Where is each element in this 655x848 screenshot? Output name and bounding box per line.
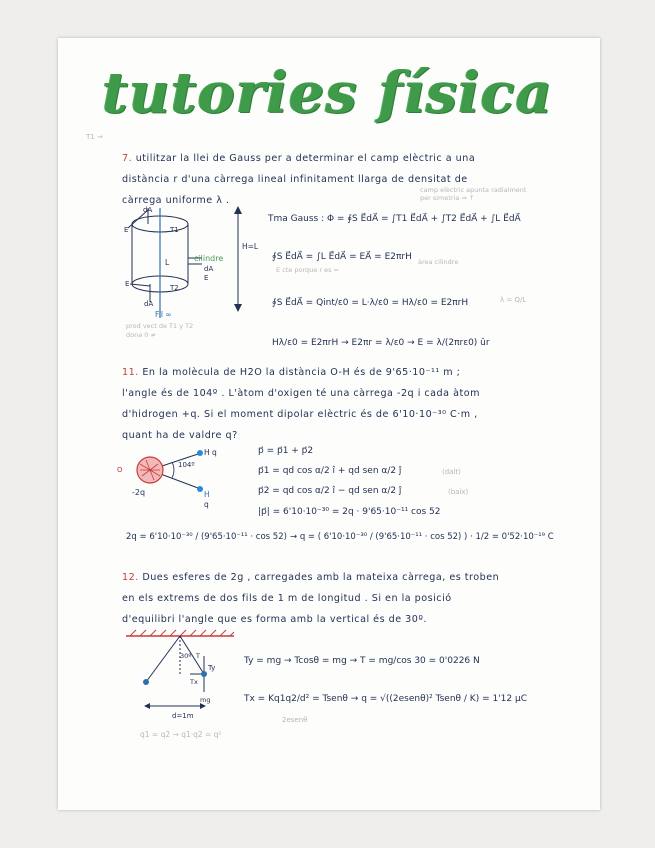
p7-eq-area-note: àrea cilindre — [418, 258, 459, 266]
fig-dA-top: dA — [143, 206, 153, 214]
p11-eq-q-right: → q = ( 6'10·10⁻³⁰ / (9'65·10⁻¹¹ · cos 52) ) · 1/2 = 0'52·10⁻¹⁹ C — [290, 532, 554, 542]
p12-eq-sub: 2esenθ — [282, 716, 308, 724]
fig-Tx: Tx — [190, 678, 198, 686]
fig-E-bottom: E — [125, 280, 130, 288]
p7-eq-result: Hλ/ε0 = E2πrH → E2πr = λ/ε0 → E = λ/(2πrε0) ûr — [272, 338, 490, 348]
p12-eq-tension: Ty = mg → Tcosθ = mg → T = mg/cos 30 = 0'0226 N — [244, 656, 480, 666]
fig-T2: T2 — [170, 284, 179, 292]
p7-lambda-def: λ = Q/L — [500, 296, 527, 304]
fig-fil: Fil ∞ — [155, 310, 172, 319]
p7-eq-charge: ∮S E⃗dA⃗ = Qint/ε0 = L·λ/ε0 = Hλ/ε0 = E2πrH — [272, 298, 469, 308]
p7-side-note: camp elèctric apunta radialment per simetria ⇒ ↑ — [420, 186, 527, 202]
corner-note: T1 → — [86, 133, 103, 141]
fig-E-side: E — [204, 274, 209, 282]
fig-distance: d=1m — [172, 712, 194, 720]
cylinder-figure — [120, 206, 270, 336]
fig-minus-2q: -2q — [132, 488, 146, 497]
p11-eq-sum: p⃗ = p⃗1 + p⃗2 — [258, 446, 314, 456]
p7-line-3: càrrega uniforme λ . — [122, 195, 230, 206]
p11-line-2: l'angle és de 104º . L'àtom d'oxigen té una càrrega -2q i cada àtom — [122, 388, 480, 399]
p11-line-1: 11. En la molècula de H2O la distància O-H és de 9'65·10⁻¹¹ m ; — [122, 367, 461, 378]
fig-q-bottom: q — [204, 500, 209, 509]
fig-T1: T1 — [170, 226, 179, 234]
p12-number: 12. — [122, 572, 139, 583]
p11-eq-modulus: |p⃗| = 6'10·10⁻³⁰ = 2q · 9'65·10⁻¹¹ cos 52 — [258, 507, 441, 517]
p11-eq-p2-note: (baix) — [448, 488, 469, 496]
fig-Ty: Ty — [208, 664, 216, 672]
p12-line-1: 12. Dues esferes de 2g , carregades amb la mateixa càrrega, es troben — [122, 572, 500, 583]
page-title: tutories física — [102, 60, 553, 126]
fig-dA-side: dA — [204, 265, 214, 273]
fig-O-label: O — [117, 466, 123, 474]
p7-eq-surface: ∮S E⃗dA⃗ = ∫L E⃗dA⃗ = EA⃗ = E2πrH — [272, 252, 412, 262]
p7-line-2: distància r d'una càrrega lineal infinitament llarga de densitat de — [122, 174, 468, 185]
p11-eq-p1-note: (dalt) — [442, 468, 461, 476]
p7-eq-gauss: Tma Gauss : Φ = ∮S E⃗dA⃗ = ∫T1 E⃗dA⃗ + ∫T2 E⃗dA⃗ + ∫L E⃗dA⃗ — [268, 214, 521, 224]
fig-dA-bottom: dA — [144, 300, 154, 308]
p7-fig-note: prod vect de T1 y T2 dona 0 ≠ — [126, 322, 194, 339]
p12-eq-charge: Tx = Kq1q2/d² = Tsenθ → q = √((2esenθ)² Tsenθ / K) = 1'12 μC — [244, 694, 527, 704]
fig-H-q-top: H q — [204, 448, 217, 457]
p11-number: 11. — [122, 367, 139, 378]
p11-eq-q-left: 2q = 6'10·10⁻³⁰ / (9'65·10⁻¹¹ · cos 52) — [126, 532, 287, 542]
fig-angle-104: 104º — [178, 461, 195, 469]
p11-line-3: d'hidrogen +q. Si el moment dipolar elèctric és de 6'10·10⁻³⁰ C·m , — [122, 409, 478, 420]
p12-line-3: d'equilibri l'angle que es forma amb la vertical és de 30º. — [122, 614, 427, 625]
fig-angle-30: 30º — [180, 652, 192, 660]
p12-line-2: en els extrems de dos fils de 1 m de longitud . Si en la posició — [122, 593, 452, 604]
p11-eq-p1: p⃗1 = qd cos α/2 î + qd sen α/2 ĵ — [258, 466, 402, 476]
p11-line-4: quant ha de valdre q? — [122, 430, 238, 441]
fig-T: T — [196, 652, 200, 660]
fig-L: L — [165, 258, 170, 267]
fig-H-bottom: H — [204, 490, 210, 499]
p7-number: 7. — [122, 153, 133, 164]
pendulum-figure — [126, 630, 236, 725]
p7-eq-const-note: E cte porque r es = — [276, 266, 339, 274]
fig-E-top: E — [124, 226, 129, 234]
fig-cilindre: cilindre — [194, 254, 224, 263]
fig-mg: mg — [200, 696, 211, 704]
p7-line-1: 7. utilitzar la llei de Gauss per a determinar el camp elèctric a una — [122, 153, 476, 164]
p12-bottom-note: q1 = q2 → q1·q2 = q² — [140, 730, 222, 739]
fig-H-equals-L: H=L — [242, 242, 259, 251]
p11-eq-p2: p⃗2 = qd cos α/2 î − qd sen α/2 ĵ — [258, 486, 402, 496]
